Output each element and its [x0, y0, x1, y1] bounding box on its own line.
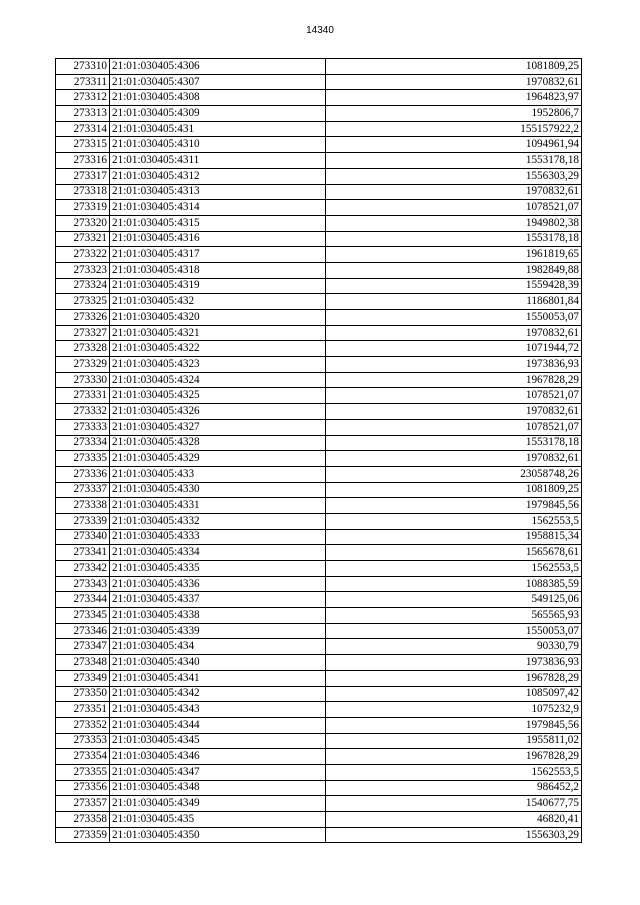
cadastral-value-cell: 1559428,39 — [326, 278, 582, 294]
cadastral-number-cell: 21:01:030405:4339 — [110, 623, 326, 639]
cadastral-value-cell: 1979845,56 — [326, 498, 582, 514]
cadastral-number-cell: 21:01:030405:434 — [110, 639, 326, 655]
cadastral-number-cell: 21:01:030405:4349 — [110, 796, 326, 812]
cadastral-value-cell: 1078521,07 — [326, 200, 582, 216]
cadastral-number-cell: 21:01:030405:4317 — [110, 247, 326, 263]
row-number-cell: 273343 — [56, 576, 110, 592]
row-number-cell: 273337 — [56, 482, 110, 498]
row-number-cell: 273357 — [56, 796, 110, 812]
row-number-cell: 273345 — [56, 608, 110, 624]
row-number-cell: 273325 — [56, 294, 110, 310]
cadastral-number-cell: 21:01:030405:4311 — [110, 153, 326, 169]
cadastral-value-cell: 1562553,5 — [326, 561, 582, 577]
cadastral-value-cell: 1949802,38 — [326, 215, 582, 231]
cadastral-value-cell: 565565,93 — [326, 608, 582, 624]
table-row — [56, 796, 582, 812]
cadastral-value-cell: 1565678,61 — [326, 545, 582, 561]
cadastral-value-cell: 1186801,84 — [326, 294, 582, 310]
table-row — [56, 561, 582, 577]
table-row — [56, 278, 582, 294]
cadastral-number-cell: 21:01:030405:4326 — [110, 404, 326, 420]
cadastral-number-cell: 21:01:030405:4324 — [110, 372, 326, 388]
cadastral-number-cell: 21:01:030405:4316 — [110, 231, 326, 247]
cadastral-number-cell: 21:01:030405:4336 — [110, 576, 326, 592]
table-row — [56, 294, 582, 310]
cadastral-value-cell: 549125,06 — [326, 592, 582, 608]
cadastral-value-cell: 1970832,61 — [326, 184, 582, 200]
row-number-cell: 273332 — [56, 404, 110, 420]
cadastral-number-cell: 21:01:030405:4318 — [110, 262, 326, 278]
table-row — [56, 717, 582, 733]
cadastral-value-cell: 1556303,29 — [326, 827, 582, 843]
table-row — [56, 545, 582, 561]
table-row — [56, 325, 582, 341]
table-row — [56, 184, 582, 200]
row-number-cell: 273311 — [56, 74, 110, 90]
cadastral-value-cell: 1550053,07 — [326, 623, 582, 639]
table-row — [56, 576, 582, 592]
row-number-cell: 273355 — [56, 764, 110, 780]
cadastral-number-cell: 21:01:030405:4332 — [110, 513, 326, 529]
table-row — [56, 231, 582, 247]
table-row — [56, 639, 582, 655]
cadastral-value-cell: 1075232,9 — [326, 702, 582, 718]
cadastral-value-cell: 1961819,65 — [326, 247, 582, 263]
cadastral-number-cell: 21:01:030405:4307 — [110, 74, 326, 90]
cadastral-number-cell: 21:01:030405:4328 — [110, 435, 326, 451]
cadastral-value-cell: 1958815,34 — [326, 529, 582, 545]
cadastral-value-cell: 1540677,75 — [326, 796, 582, 812]
cadastral-number-cell: 21:01:030405:4323 — [110, 357, 326, 373]
cadastral-number-cell: 21:01:030405:431 — [110, 121, 326, 137]
cadastral-number-cell: 21:01:030405:432 — [110, 294, 326, 310]
cadastral-number-cell: 21:01:030405:4320 — [110, 310, 326, 326]
row-number-cell: 273310 — [56, 59, 110, 75]
row-number-cell: 273322 — [56, 247, 110, 263]
row-number-cell: 273352 — [56, 717, 110, 733]
cadastral-number-cell: 21:01:030405:4331 — [110, 498, 326, 514]
table-row — [56, 498, 582, 514]
table-row — [56, 419, 582, 435]
cadastral-number-cell: 21:01:030405:4344 — [110, 717, 326, 733]
cadastral-number-cell: 21:01:030405:4342 — [110, 686, 326, 702]
table-row — [56, 137, 582, 153]
table-row — [56, 608, 582, 624]
cadastral-value-cell: 1973836,93 — [326, 655, 582, 671]
row-number-cell: 273341 — [56, 545, 110, 561]
cadastral-value-cell: 1973836,93 — [326, 357, 582, 373]
cadastral-value-cell: 1553178,18 — [326, 153, 582, 169]
table-row — [56, 592, 582, 608]
cadastral-value-cell: 1952806,7 — [326, 106, 582, 122]
cadastral-value-cell: 1979845,56 — [326, 717, 582, 733]
row-number-cell: 273336 — [56, 466, 110, 482]
row-number-cell: 273329 — [56, 357, 110, 373]
cadastral-value-cell: 1964823,97 — [326, 90, 582, 106]
cadastral-value-table — [55, 58, 582, 843]
cadastral-value-cell: 986452,2 — [326, 780, 582, 796]
row-number-cell: 273349 — [56, 670, 110, 686]
cadastral-number-cell: 21:01:030405:4333 — [110, 529, 326, 545]
cadastral-value-cell: 23058748,26 — [326, 466, 582, 482]
row-number-cell: 273320 — [56, 215, 110, 231]
table-row — [56, 388, 582, 404]
cadastral-number-cell: 21:01:030405:4321 — [110, 325, 326, 341]
cadastral-number-cell: 21:01:030405:4338 — [110, 608, 326, 624]
cadastral-value-cell: 1550053,07 — [326, 310, 582, 326]
table-row — [56, 749, 582, 765]
cadastral-number-cell: 21:01:030405:4315 — [110, 215, 326, 231]
row-number-cell: 273318 — [56, 184, 110, 200]
cadastral-value-cell: 1553178,18 — [326, 231, 582, 247]
row-number-cell: 273356 — [56, 780, 110, 796]
cadastral-value-cell: 1081809,25 — [326, 59, 582, 75]
page-number: 14340 — [306, 25, 334, 36]
row-number-cell: 273312 — [56, 90, 110, 106]
cadastral-value-cell: 1078521,07 — [326, 388, 582, 404]
row-number-cell: 273353 — [56, 733, 110, 749]
cadastral-number-cell: 21:01:030405:4310 — [110, 137, 326, 153]
row-number-cell: 273342 — [56, 561, 110, 577]
table-row — [56, 372, 582, 388]
row-number-cell: 273359 — [56, 827, 110, 843]
table-row — [56, 686, 582, 702]
table-row — [56, 451, 582, 467]
table-row — [56, 341, 582, 357]
cadastral-value-cell: 1970832,61 — [326, 404, 582, 420]
cadastral-value-cell: 1955811,02 — [326, 733, 582, 749]
cadastral-value-cell: 1553178,18 — [326, 435, 582, 451]
table-row — [56, 513, 582, 529]
table-row — [56, 200, 582, 216]
table-row — [56, 262, 582, 278]
row-number-cell: 273339 — [56, 513, 110, 529]
cadastral-value-cell: 1088385,59 — [326, 576, 582, 592]
row-number-cell: 273358 — [56, 812, 110, 828]
cadastral-number-cell: 21:01:030405:4341 — [110, 670, 326, 686]
row-number-cell: 273347 — [56, 639, 110, 655]
row-number-cell: 273351 — [56, 702, 110, 718]
cadastral-number-cell: 21:01:030405:4330 — [110, 482, 326, 498]
row-number-cell: 273346 — [56, 623, 110, 639]
cadastral-value-cell: 1970832,61 — [326, 451, 582, 467]
row-number-cell: 273335 — [56, 451, 110, 467]
cadastral-number-cell: 21:01:030405:4327 — [110, 419, 326, 435]
table-row — [56, 357, 582, 373]
row-number-cell: 273317 — [56, 168, 110, 184]
row-number-cell: 273328 — [56, 341, 110, 357]
table-row — [56, 106, 582, 122]
cadastral-number-cell: 21:01:030405:4335 — [110, 561, 326, 577]
row-number-cell: 273354 — [56, 749, 110, 765]
row-number-cell: 273350 — [56, 686, 110, 702]
cadastral-value-cell: 90330,79 — [326, 639, 582, 655]
table-row — [56, 466, 582, 482]
cadastral-value-cell: 1071944,72 — [326, 341, 582, 357]
row-number-cell: 273344 — [56, 592, 110, 608]
cadastral-value-cell: 1970832,61 — [326, 74, 582, 90]
cadastral-value-cell: 1562553,5 — [326, 764, 582, 780]
cadastral-value-cell: 1970832,61 — [326, 325, 582, 341]
cadastral-number-cell: 21:01:030405:4346 — [110, 749, 326, 765]
table-row — [56, 764, 582, 780]
cadastral-value-cell: 1078521,07 — [326, 419, 582, 435]
row-number-cell: 273334 — [56, 435, 110, 451]
cadastral-number-cell: 21:01:030405:4350 — [110, 827, 326, 843]
cadastral-number-cell: 21:01:030405:4309 — [110, 106, 326, 122]
table-body — [56, 59, 582, 843]
row-number-cell: 273319 — [56, 200, 110, 216]
cadastral-value-cell: 155157922,2 — [326, 121, 582, 137]
row-number-cell: 273327 — [56, 325, 110, 341]
row-number-cell: 273316 — [56, 153, 110, 169]
table-row — [56, 670, 582, 686]
cadastral-number-cell: 21:01:030405:4329 — [110, 451, 326, 467]
row-number-cell: 273326 — [56, 310, 110, 326]
table-row — [56, 780, 582, 796]
table-row — [56, 121, 582, 137]
table-row — [56, 827, 582, 843]
table-row — [56, 153, 582, 169]
cadastral-number-cell: 21:01:030405:4345 — [110, 733, 326, 749]
cadastral-number-cell: 21:01:030405:4313 — [110, 184, 326, 200]
table-row — [56, 733, 582, 749]
cadastral-number-cell: 21:01:030405:4343 — [110, 702, 326, 718]
table-row — [56, 623, 582, 639]
cadastral-number-cell: 21:01:030405:4314 — [110, 200, 326, 216]
cadastral-value-cell: 1556303,29 — [326, 168, 582, 184]
cadastral-number-cell: 21:01:030405:435 — [110, 812, 326, 828]
cadastral-number-cell: 21:01:030405:4306 — [110, 59, 326, 75]
cadastral-number-cell: 21:01:030405:4348 — [110, 780, 326, 796]
row-number-cell: 273314 — [56, 121, 110, 137]
cadastral-number-cell: 21:01:030405:4325 — [110, 388, 326, 404]
table-row — [56, 655, 582, 671]
cadastral-value-cell: 1562553,5 — [326, 513, 582, 529]
table-row — [56, 74, 582, 90]
table-row — [56, 482, 582, 498]
cadastral-number-cell: 21:01:030405:4337 — [110, 592, 326, 608]
cadastral-value-cell: 1085097,42 — [326, 686, 582, 702]
cadastral-number-cell: 21:01:030405:4340 — [110, 655, 326, 671]
cadastral-number-cell: 21:01:030405:4312 — [110, 168, 326, 184]
row-number-cell: 273331 — [56, 388, 110, 404]
cadastral-number-cell: 21:01:030405:4322 — [110, 341, 326, 357]
cadastral-value-cell: 1967828,29 — [326, 372, 582, 388]
cadastral-value-cell: 1081809,25 — [326, 482, 582, 498]
row-number-cell: 273338 — [56, 498, 110, 514]
table-row — [56, 247, 582, 263]
table-row — [56, 215, 582, 231]
cadastral-number-cell: 21:01:030405:4347 — [110, 764, 326, 780]
row-number-cell: 273333 — [56, 419, 110, 435]
row-number-cell: 273348 — [56, 655, 110, 671]
table-row — [56, 310, 582, 326]
table-row — [56, 702, 582, 718]
cadastral-value-cell: 46820,41 — [326, 812, 582, 828]
table-row — [56, 529, 582, 545]
row-number-cell: 273313 — [56, 106, 110, 122]
cadastral-number-cell: 21:01:030405:4319 — [110, 278, 326, 294]
cadastral-number-cell: 21:01:030405:4308 — [110, 90, 326, 106]
row-number-cell: 273323 — [56, 262, 110, 278]
row-number-cell: 273321 — [56, 231, 110, 247]
row-number-cell: 273315 — [56, 137, 110, 153]
row-number-cell: 273324 — [56, 278, 110, 294]
row-number-cell: 273340 — [56, 529, 110, 545]
cadastral-number-cell: 21:01:030405:433 — [110, 466, 326, 482]
table-row — [56, 812, 582, 828]
cadastral-value-cell: 1967828,29 — [326, 749, 582, 765]
table-row — [56, 404, 582, 420]
cadastral-value-cell: 1982849,88 — [326, 262, 582, 278]
cadastral-value-cell: 1967828,29 — [326, 670, 582, 686]
table-row — [56, 168, 582, 184]
row-number-cell: 273330 — [56, 372, 110, 388]
table-row — [56, 90, 582, 106]
table-row — [56, 435, 582, 451]
cadastral-number-cell: 21:01:030405:4334 — [110, 545, 326, 561]
table-row — [56, 59, 582, 75]
cadastral-value-cell: 1094961,94 — [326, 137, 582, 153]
